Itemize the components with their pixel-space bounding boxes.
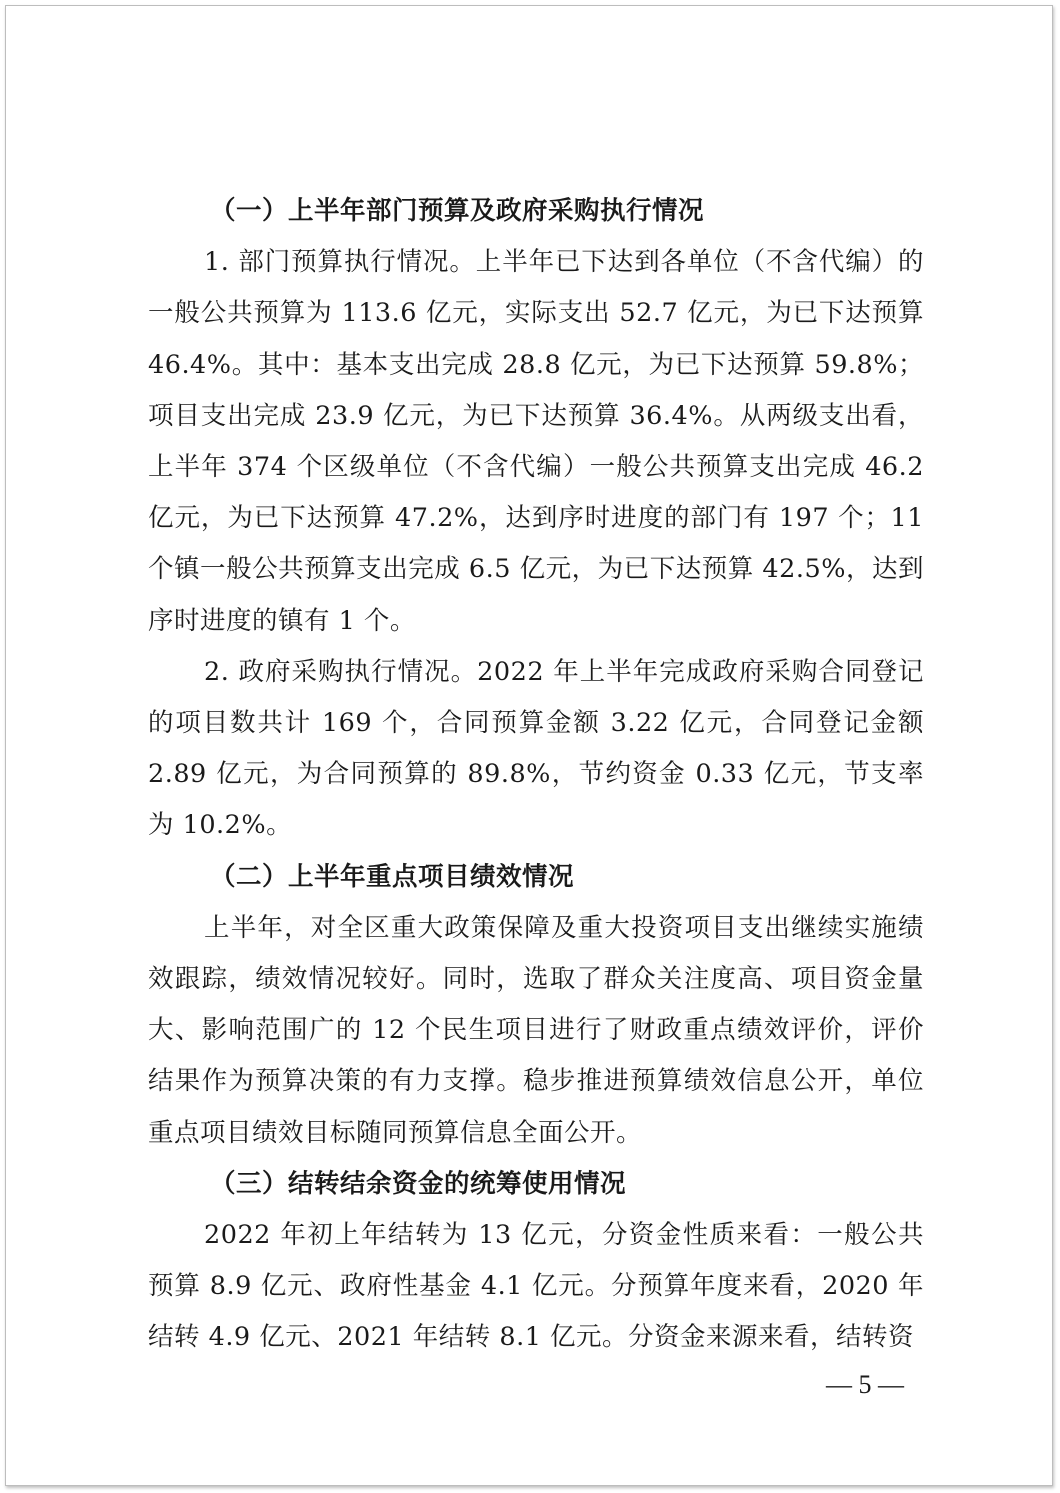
document-body — [148, 186, 924, 1364]
paragraph-carryover: 2022 年初上年结转为 13 亿元，分资金性质来看：一般公共预算 8.9 亿元、政府性基金 4.1 亿元。分预算年度来看，2020 年结转 4.9 亿元、2021 年结转 8.1 亿元。分资金来源来看，结转资 — [148, 1220, 924, 1353]
section-heading-3: （三）结转结余资金的统筹使用情况 — [210, 1168, 627, 1199]
paragraph-budget-execution: 1. 部门预算执行情况。上半年已下达到各单位（不含代编）的一般公共预算为 113.6 亿元，实际支出 52.7 亿元，为已下达预算 46.4%。其中：基本支出完成 28.8 亿元，为已下达预算 59.8%；项目支出完成 23.9 亿元，为已下达预算 36.4%。从两级支出看，上半年 374 个区级单位（不含代编）一般公共预算支出完成 46.2 亿元，为已下达预算 47.2%，达到序时进度的部门有 197 个；11 个镇一般公共预算支出完成 6.5 亿元，为已下达预算 42.5%，达到序时进度的镇有 1 个。 — [148, 247, 924, 636]
paragraph-performance: 上半年，对全区重大政策保障及重大投资项目支出继续实施绩效跟踪，绩效情况较好。同时，选取了群众关注度高、项目资金量大、影响范围广的 12 个民生项目进行了财政重点绩效评价，评价结果作为预算决策的有力支撑。稳步推进预算绩效信息公开，单位重点项目绩效目标随同预算信息全面公开。 — [148, 912, 924, 1148]
section-heading-2: （二）上半年重点项目绩效情况 — [210, 861, 575, 892]
section-heading-1: （一）上半年部门预算及政府采购执行情况 — [210, 196, 705, 226]
paragraph-procurement: 2. 政府采购执行情况。2022 年上半年完成政府采购合同登记的项目数共计 169 个，合同预算金额 3.22 亿元，合同登记金额 2.89 亿元，为合同预算的 89.8%，节约资金 0.33 亿元，节支率为 10.2%。 — [148, 656, 924, 841]
page-number: — 5 — — [826, 1370, 904, 1399]
